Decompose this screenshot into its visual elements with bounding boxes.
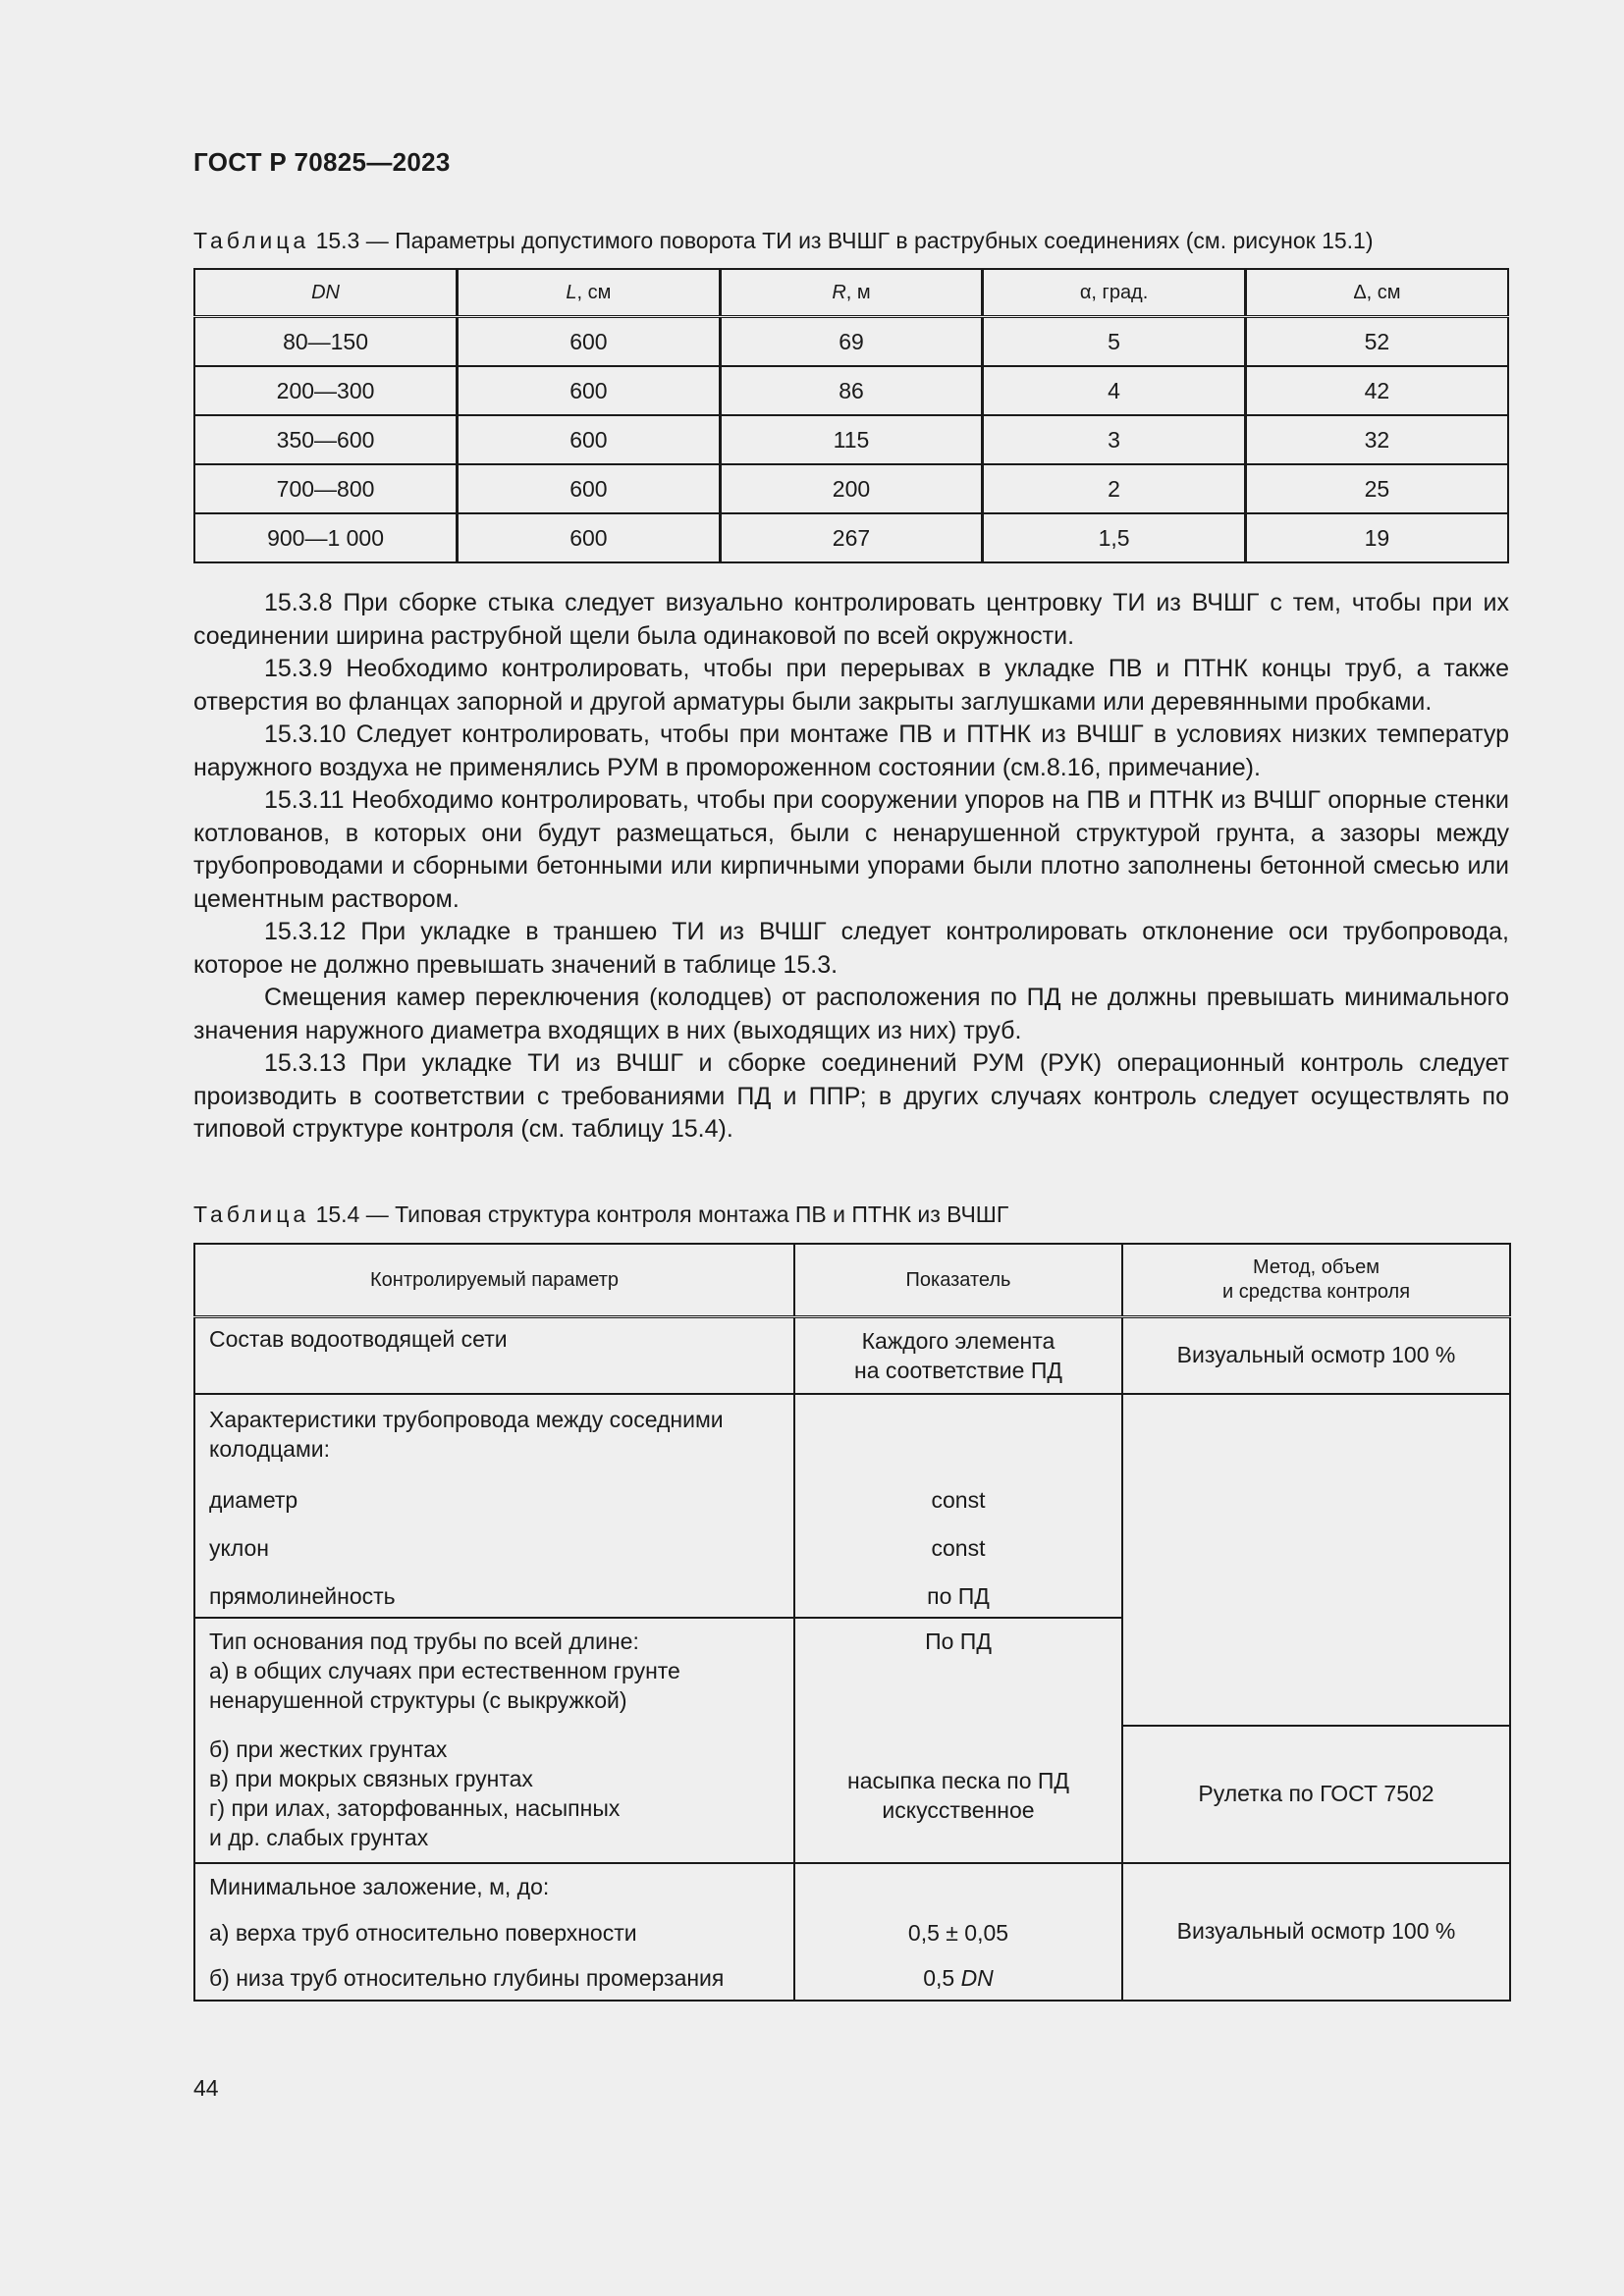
caption-text: 15.4 — Типовая структура контроля монтажа ПВ и ПТНК из ВЧШГ: [315, 1201, 1009, 1227]
cell-method: Рулетка по ГОСТ 7502: [1122, 1726, 1510, 1863]
cell-indicator: 0,5 ± 0,05 0,5 DN: [794, 1863, 1122, 2001]
paragraph-15-3-8: 15.3.8 При сборке стыка следует визуально контролировать центровку ТИ из ВЧШГ с тем, чтобы при их соединении ширина раструбной щели была одинаковой по всей окружности.: [193, 589, 1509, 650]
cell-alpha: 3: [983, 415, 1246, 464]
table-header-row: [194, 269, 1508, 317]
cell-alpha: 4: [983, 366, 1246, 415]
paragraph-15-3-12: 15.3.12 При укладке в траншею ТИ из ВЧШГ следует контролировать отклонение оси трубопровода, которое не должно превышать значений в таблице 15.3.: [193, 918, 1509, 979]
cell-alpha: 1,5: [983, 513, 1246, 562]
cell-param: Минимальное заложение, м, до: а) верха труб относительно поверхности б) низа труб относительно глубины промерзания: [194, 1863, 794, 2001]
cell-param: Тип основания под трубы по всей длине: а) в общих случаях при естественном грунте ненарушенной структуры (с выкружкой) б) при жестких грунтах в) при мокрых связных грунтах г) при илах, заторфованных, насыпных и др. слабых грунтах: [194, 1618, 794, 1863]
body-text: [193, 587, 1509, 1147]
cell-indicator: const const по ПД: [794, 1394, 1122, 1618]
cell-alpha: 2: [983, 464, 1246, 513]
table-row: [194, 464, 1508, 513]
table-row: [194, 1863, 1510, 2001]
cell-alpha: 5: [983, 317, 1246, 367]
table-row: [194, 317, 1508, 367]
paragraph-15-3-10: 15.3.10 Следует контролировать, чтобы при монтаже ПВ и ПТНК из ВЧШГ в условиях низких температур наружного воздуха не применялись РУМ в промороженном состоянии (см.8.16, примечание).: [193, 721, 1509, 781]
caption-text: 15.3 — Параметры допустимого поворота ТИ из ВЧШГ в раструбных соединениях (см. рисунок 15.1): [315, 228, 1374, 253]
cell-r: 115: [720, 415, 983, 464]
cell-param: Характеристики трубопровода между соседними колодцами: диаметр уклон прямолинейность: [194, 1394, 794, 1618]
table-row: [194, 1394, 1510, 1618]
cell-dn: 900—1 000: [194, 513, 458, 562]
column-header-alpha: α, град.: [983, 269, 1246, 317]
paragraph-15-3-13: 15.3.13 При укладке ТИ из ВЧШГ и сборке соединений РУМ (РУК) операционный контроль следует производить в соответствии с требованиями ПД и ППР; в других случаях контроль следует осуществлять по типовой структуре контроля (см. таблицу 15.4).: [193, 1049, 1509, 1143]
column-header-dn: DN: [194, 269, 458, 317]
table-row: [194, 366, 1508, 415]
page-number: 44: [193, 2075, 219, 2101]
cell-dn: 80—150: [194, 317, 458, 367]
cell-l: 600: [458, 464, 721, 513]
cell-dn: 350—600: [194, 415, 458, 464]
table-header-row: [194, 1244, 1510, 1317]
table-15-3-caption: [193, 228, 1374, 254]
document-code: ГОСТ Р 70825—2023: [193, 147, 451, 177]
cell-method: Визуальный осмотр 100 %: [1122, 1863, 1510, 2001]
cell-r: 86: [720, 366, 983, 415]
column-header-method: Метод, объем и средства контроля: [1122, 1244, 1510, 1317]
table-row: [194, 1317, 1510, 1394]
table-15-4: [193, 1243, 1511, 2002]
paragraph-offset: Смещения камер переключения (колодцев) от расположения по ПД не должны превышать минимального значения наружного диаметра входящих в них (выходящих из них) труб.: [193, 984, 1509, 1044]
column-header-l: L, см: [458, 269, 721, 317]
cell-delta: 52: [1245, 317, 1508, 367]
table-15-3: [193, 268, 1509, 563]
cell-method: Визуальный осмотр 100 %: [1122, 1317, 1510, 1394]
cell-dn: 700—800: [194, 464, 458, 513]
caption-word: Таблица: [193, 1201, 310, 1227]
cell-r: 267: [720, 513, 983, 562]
cell-l: 600: [458, 317, 721, 367]
column-header-param: Контролируемый параметр: [194, 1244, 794, 1317]
cell-l: 600: [458, 513, 721, 562]
cell-indicator: Каждого элемента на соответствие ПД: [794, 1317, 1122, 1394]
cell-l: 600: [458, 415, 721, 464]
cell-delta: 25: [1245, 464, 1508, 513]
table-row: [194, 415, 1508, 464]
cell-delta: 19: [1245, 513, 1508, 562]
cell-delta: 32: [1245, 415, 1508, 464]
paragraph-15-3-11: 15.3.11 Необходимо контролировать, чтобы при сооружении упоров на ПВ и ПТНК из ВЧШГ опорные стенки котлованов, в которых они будут размещаться, были с ненарушенной структурой грунта, а зазоры между трубопроводами и сборными бетонными или кирпичными упорами были плотно заполнены бетонной смесью или цементным раствором.: [193, 786, 1509, 913]
column-header-delta: Δ, см: [1245, 269, 1508, 317]
cell-r: 69: [720, 317, 983, 367]
cell-method-empty: [1122, 1394, 1510, 1726]
cell-indicator: По ПД насыпка песка по ПД искусственное: [794, 1618, 1122, 1863]
column-header-r: R, м: [720, 269, 983, 317]
cell-dn: 200—300: [194, 366, 458, 415]
column-header-indicator: Показатель: [794, 1244, 1122, 1317]
cell-l: 600: [458, 366, 721, 415]
table-row: [194, 513, 1508, 562]
cell-delta: 42: [1245, 366, 1508, 415]
cell-param: Состав водоотводящей сети: [194, 1317, 794, 1394]
table-15-4-caption: [193, 1201, 1008, 1228]
caption-word: Таблица: [193, 228, 310, 253]
cell-r: 200: [720, 464, 983, 513]
paragraph-15-3-9: 15.3.9 Необходимо контролировать, чтобы при перерывах в укладке ПВ и ПТНК концы труб, а также отверстия во фланцах запорной и другой арматуры были закрыты заглушками или деревянными пробками.: [193, 655, 1509, 716]
